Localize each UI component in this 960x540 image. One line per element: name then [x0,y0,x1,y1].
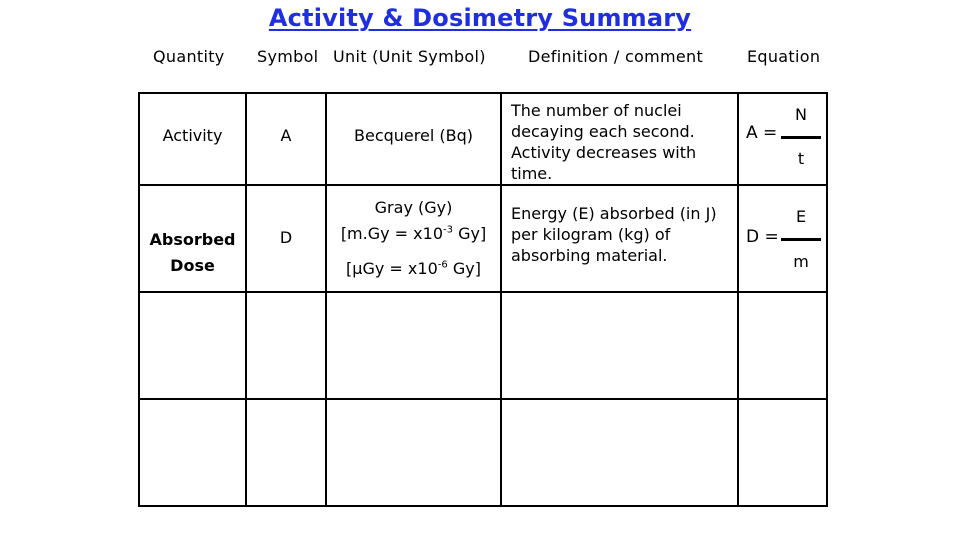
column-divider [500,92,502,507]
row-activity-definition: The number of nuclei decaying each second. Activity decreases with time. [511,101,697,183]
header-unit: Unit (Unit Symbol) [333,47,486,66]
page-title: Activity & Dosimetry Summary [268,4,692,32]
activity-equation-lhs: A = [746,123,778,143]
row-dose-unit-line1: Gray (Gy) [374,198,453,217]
row-divider [138,398,828,400]
row-dose-symbol: D [279,228,293,247]
row-activity-unit: Becquerel (Bq) [354,126,473,145]
header-symbol: Symbol [257,47,319,66]
row-divider [138,184,828,186]
row-dose-quantity-text: Absorbed Dose [149,230,236,275]
header-definition: Definition / comment [528,47,704,66]
dose-equation-denominator: m [793,252,809,271]
row-dose-definition: Energy (E) absorbed (in J) per kilogram (kg) of absorbing material. [511,204,717,265]
header-equation: Equation [747,47,821,66]
row-dose-unit-line3: [$\mu Gy = x10^{-6}$ Gy] [346,259,481,278]
column-divider [325,92,327,507]
row-activity-symbol: A [280,126,292,145]
dose-equation-lhs: D = [746,227,779,247]
row-dose-quantity [140,227,245,279]
activity-equation-numerator: N [795,105,807,124]
activity-equation-denominator: t [797,149,805,168]
row-activity-quantity: Activity [162,126,223,145]
fraction-bar [781,136,821,139]
header-quantity: Quantity [153,47,225,66]
column-divider [737,92,739,507]
column-divider [245,92,247,507]
row-dose-unit-line2: [$m.Gy = x10^{-3}$ Gy] [340,224,487,243]
row-divider [138,291,828,293]
fraction-bar [781,238,821,241]
dose-equation-numerator: E [795,207,807,226]
